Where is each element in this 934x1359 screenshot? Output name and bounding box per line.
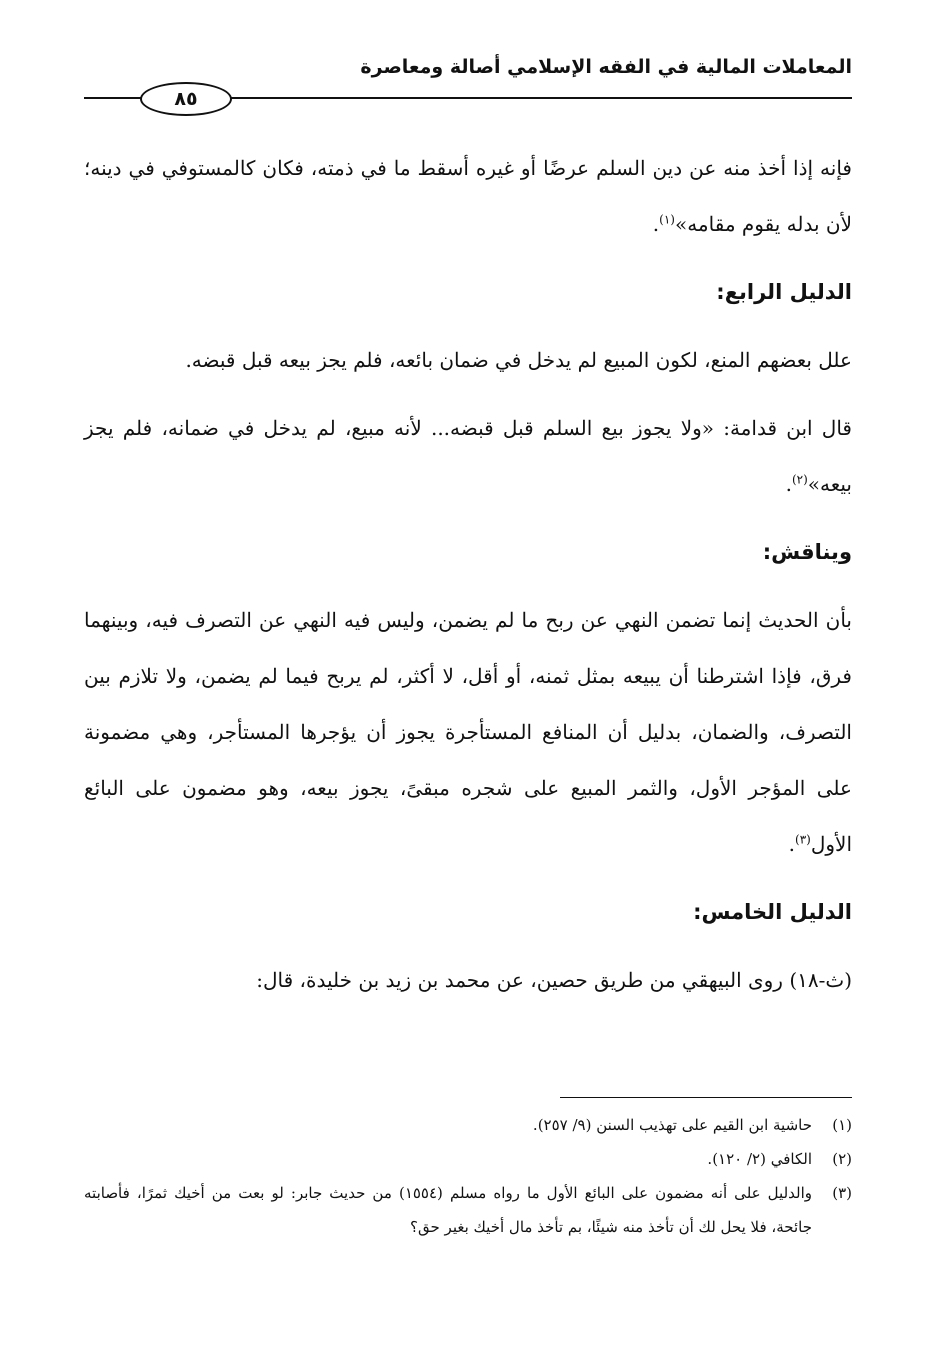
- footnote-number: (٢): [832, 1150, 852, 1168]
- paragraph: فإنه إذا أخذ منه عن دين السلم عرضًا أو غيره أسقط ما في ذمته، فكان كالمستوفي في دينه؛ لأن بدله يقوم مقامه»$^{(١)}$.: [84, 156, 852, 236]
- footnote: [84, 1142, 852, 1176]
- running-title: المعاملات المالية في الفقه الإسلامي أصالة ومعاصرة: [360, 56, 852, 78]
- paragraph: بأن الحديث إنما تضمن النهي عن ربح ما لم يضمن، وليس فيه النهي عن التصرف فيه، وبينهما فرق، فإذا اشترطنا أن يبيعه بمثل ثمنه، أو أقل، لا أكثر، لم يربح فيما لم يضمن، ولا تلازم بين التصرف، والضمان، بدليل أن المنافع المستأجرة يجوز أن يؤجرها المستأجر، وهي مضمونة على المؤجر الأول، والثمر المبيع على شجره مبقىً، يجوز بيعه، وهو مضمون على البائع الأول$^{(٣)}$.: [84, 608, 852, 856]
- paragraph: قال ابن قدامة: «ولا يجوز بيع السلم قبل قبضه... لأنه مبيع، لم يدخل في ضمانه، فلم يجز بيعه»$^{(٢)}$.: [84, 416, 852, 496]
- section-heading: الدليل الرابع:: [716, 280, 852, 304]
- footnote-number: (٣): [832, 1184, 852, 1202]
- footnote-ref: (٣): [795, 832, 811, 847]
- paragraph: (ث-١٨) روى البيهقي من طريق حصين، عن محمد بن زيد بن خليدة، قال:: [256, 968, 852, 992]
- footnote-text: الكافي (٢/ ١٢٠).: [707, 1150, 812, 1168]
- footnote-text: والدليل على أنه مضمون على البائع الأول ما رواه مسلم (١٥٥٤) من حديث جابر: لو بعت من أخيك ثمرًا، فأصابته جائحة، فلا يحل لك أن تأخذ منه شيئًا، بم تأخذ مال أخيك بغير حق؟: [84, 1184, 812, 1236]
- footnote: [84, 1176, 852, 1244]
- main-text: [84, 140, 852, 1008]
- footnote: [84, 1108, 852, 1142]
- section-heading: ويناقش:: [762, 540, 852, 564]
- footnotes: [84, 1108, 852, 1244]
- footnote-text: حاشية ابن القيم على تهذيب السنن (٩/ ٢٥٧).: [532, 1116, 812, 1134]
- section-heading: الدليل الخامس:: [693, 900, 852, 924]
- paragraph: علل بعضهم المنع، لكون المبيع لم يدخل في ضمان بائعه، فلم يجز بيعه قبل قبضه.: [185, 348, 852, 372]
- page-number: ٨٥: [140, 82, 232, 116]
- footnote-ref: (٢): [791, 472, 808, 487]
- footnote-ref: (١): [659, 212, 675, 227]
- footnote-number: (١): [832, 1116, 852, 1134]
- footnote-separator: [560, 1097, 852, 1098]
